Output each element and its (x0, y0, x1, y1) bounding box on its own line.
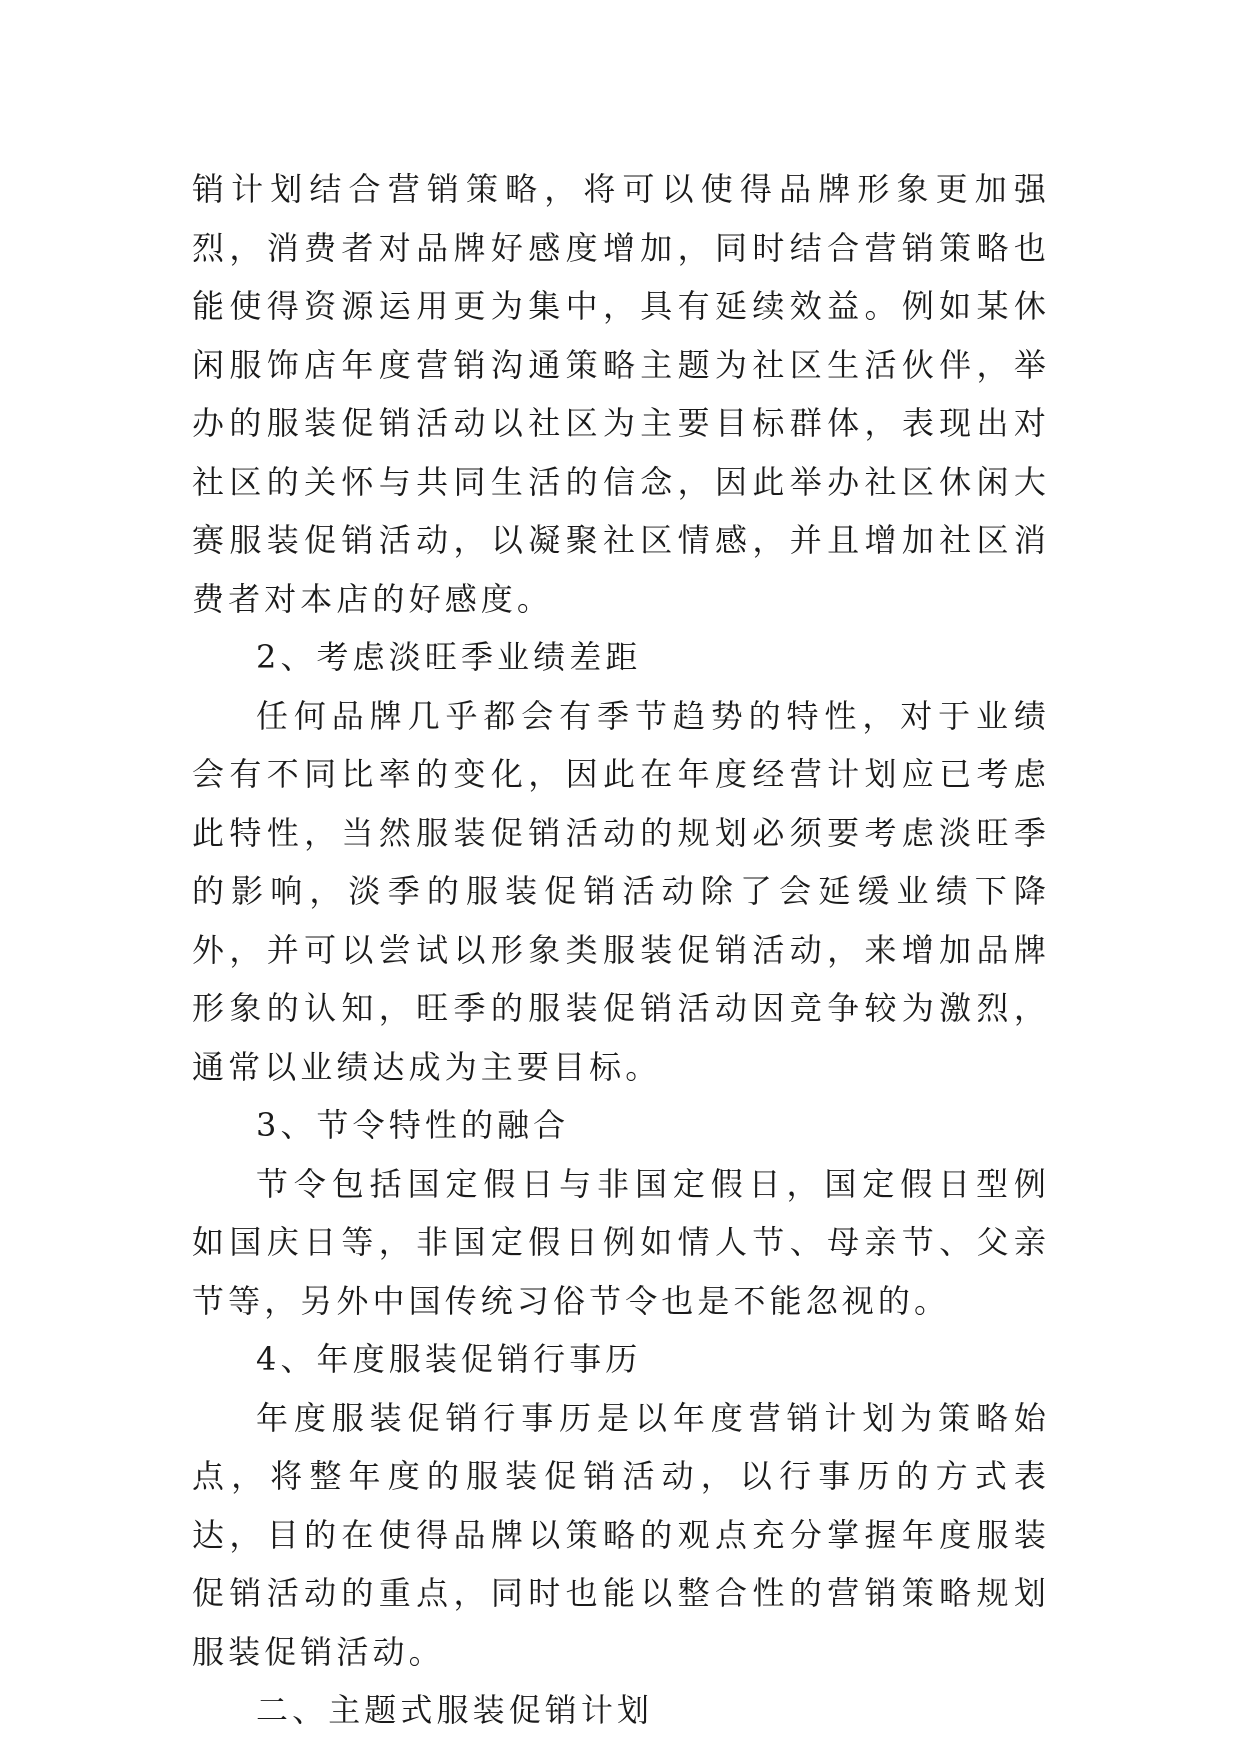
heading-seasonal-gap: 2、考虑淡旺季业绩差距 (256, 638, 642, 676)
heading-festival: 3、节令特性的融合 (256, 1106, 570, 1144)
document-body (192, 160, 1050, 1740)
paragraph-seasonal: 任何品牌几乎都会有季节趋势的特性，对于业绩会有不同比率的变化，因此在年度经营计划应已考虑此特性，当然服装促销活动的规划必须要考虑淡旺季的影响，淡季的服装促销活动除了会延缓业绩下降外，并可以尝试以形象类服装促销活动，来增加品牌形象的认知，旺季的服装促销活动因竞争较为激烈，通常以业绩达成为主要目标。 (192, 696, 1050, 1086)
paragraph-annual-calendar: 年度服装促销行事历是以年度营销计划为策略始点，将整年度的服装促销活动，以行事历的方式表达，目的在使得品牌以策略的观点充分掌握年度服装促销活动的重点，同时也能以整合性的营销策略规划服装促销活动。 (192, 1398, 1050, 1671)
paragraph-continuation: 销计划结合营销策略，将可以使得品牌形象更加强烈，消费者对品牌好感度增加，同时结合营销策略也能使得资源运用更为集中，具有延续效益。例如某休闲服饰店年度营销沟通策略主题为社区生活伙伴，举办的服装促销活动以社区为主要目标群体，表现出对社区的关怀与共同生活的信念，因此举办社区休闲大赛服装促销活动，以凝聚社区情感，并且增加社区消费者对本店的好感度。 (192, 170, 1050, 618)
heading-annual-calendar: 4、年度服装促销行事历 (256, 1340, 642, 1378)
paragraph-festival: 节令包括国定假日与非国定假日，国定假日型例如国庆日等，非国定假日例如情人节、母亲节、父亲节等，另外中国传统习俗节令也是不能忽视的。 (192, 1164, 1050, 1320)
heading-themed-plan: 二、主题式服装促销计划 (256, 1691, 654, 1729)
